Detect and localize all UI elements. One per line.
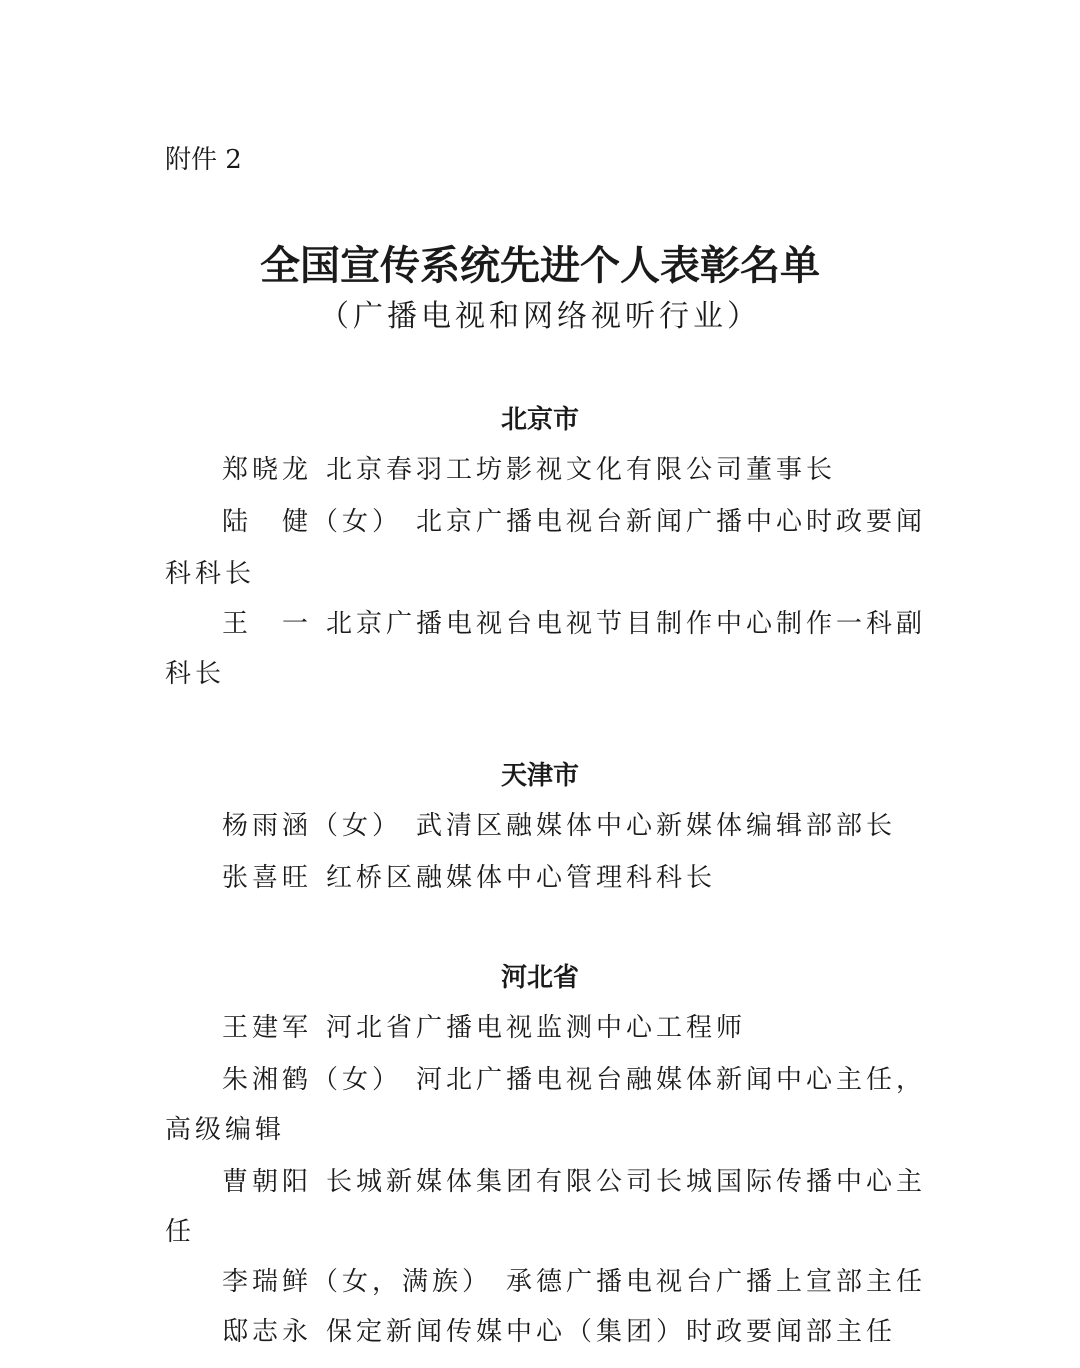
person-name: 杨雨涵（女） — [222, 811, 403, 841]
document-subtitle: （广播电视和网络视听行业） — [319, 299, 761, 334]
person-name: 王 一 — [222, 609, 313, 639]
person-title: 红桥区融媒体中心管理科科长 — [326, 863, 717, 893]
person-title: 北京广播电视台新闻广播中心时政要闻 — [416, 507, 927, 537]
person-name: 张喜旺 — [222, 863, 313, 893]
person-name: 王建军 — [222, 1013, 313, 1043]
person-name: 陆 健（女） — [222, 507, 403, 537]
region-heading-hebei: 河北省 — [500, 963, 579, 993]
person-title: 武清区融媒体中心新媒体编辑部部长 — [416, 811, 897, 841]
person-title: 北京广播电视台电视节目制作中心制作一科副 — [326, 609, 927, 639]
person-title: 长城新媒体集团有限公司长城国际传播中心主 — [326, 1167, 927, 1197]
region-heading-beijing: 北京市 — [500, 405, 579, 435]
person-title-continued: 科科长 — [165, 559, 256, 589]
person-title: 河北广播电视台融媒体新闻中心主任， — [416, 1065, 927, 1095]
person-title: 河北省广播电视监测中心工程师 — [326, 1013, 747, 1043]
list-item — [222, 1164, 926, 1200]
region-heading-tianjin: 天津市 — [500, 761, 579, 791]
person-title: 保定新闻传媒中心（集团）时政要闻部主任 — [326, 1317, 897, 1347]
list-item — [222, 860, 716, 896]
person-title: 承德广播电视台广播上宣部主任 — [506, 1267, 927, 1297]
person-name: 李瑞鲜（女，满族） — [222, 1267, 493, 1297]
person-name: 曹朝阳 — [222, 1167, 313, 1197]
person-title: 北京春羽工坊影视文化有限公司董事长 — [326, 455, 837, 485]
list-item — [222, 1010, 746, 1046]
person-name: 邸志永 — [222, 1317, 313, 1347]
person-name: 朱湘鹤（女） — [222, 1065, 403, 1095]
list-item — [222, 452, 836, 488]
document-title: 全国宣传系统先进个人表彰名单 — [260, 242, 820, 289]
list-item — [222, 1062, 926, 1098]
list-item — [222, 1264, 926, 1300]
person-title-continued: 高级编辑 — [165, 1115, 286, 1145]
person-name: 郑晓龙 — [222, 455, 313, 485]
list-item — [222, 1314, 896, 1350]
person-title-continued: 科长 — [165, 659, 226, 689]
list-item — [222, 606, 926, 642]
person-title-continued: 任 — [165, 1217, 196, 1247]
list-item — [222, 808, 896, 844]
attachment-label: 附件 2 — [165, 145, 242, 175]
list-item — [222, 504, 926, 540]
